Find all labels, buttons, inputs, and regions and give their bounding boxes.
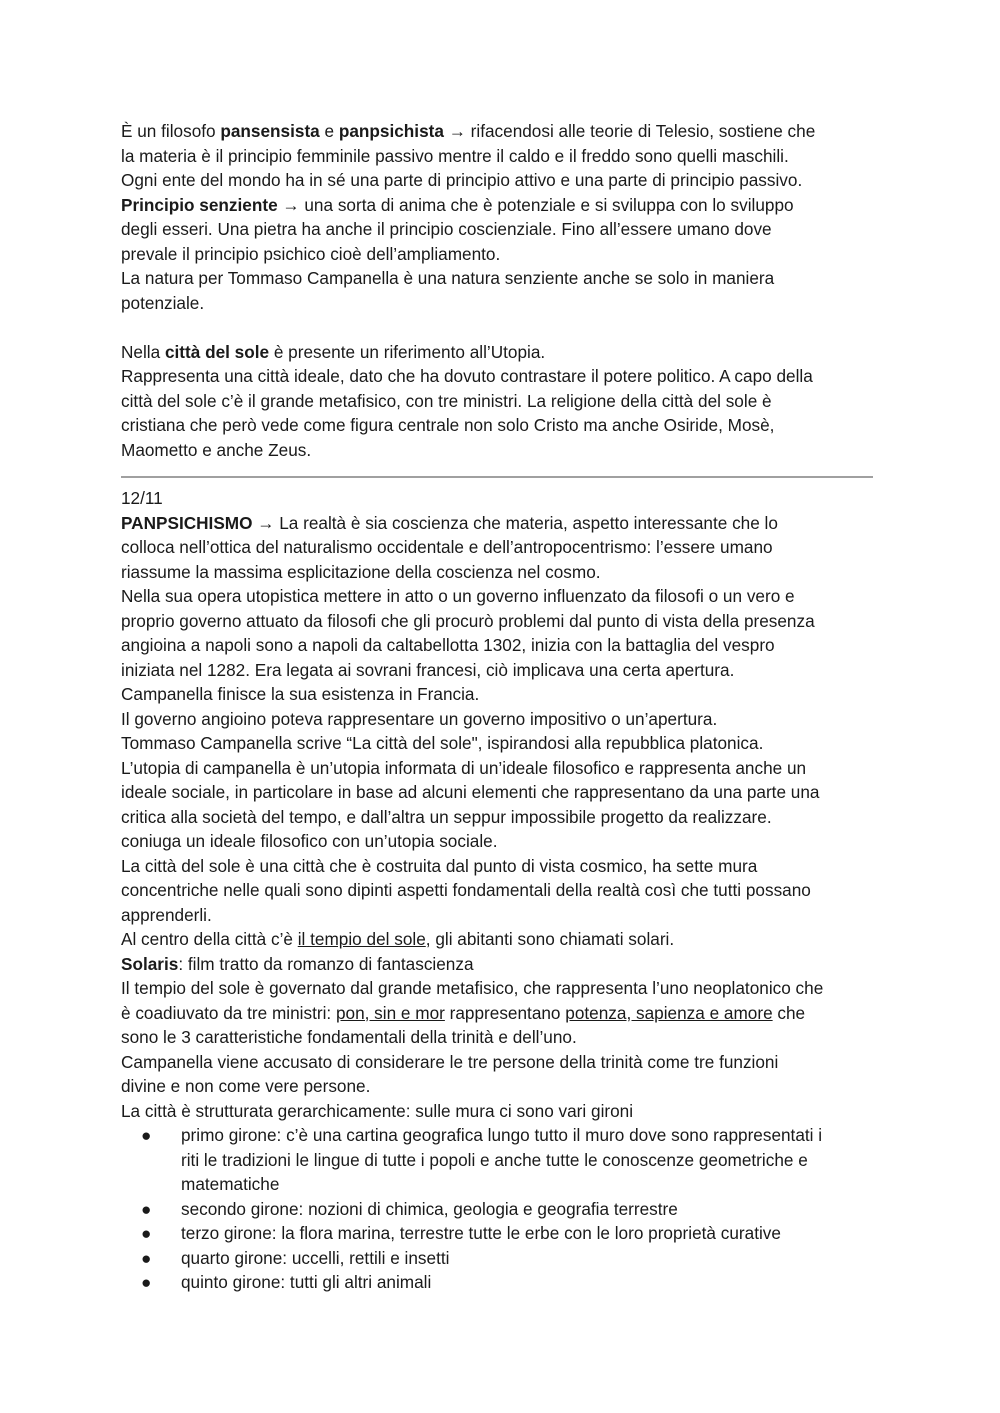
text-line	[121, 927, 881, 952]
text-span: e	[319, 121, 339, 141]
text-span: che	[772, 1002, 806, 1023]
section-1	[121, 119, 881, 462]
paragraph-pansensismo	[121, 119, 881, 315]
text-line	[121, 511, 881, 536]
text-span: → rifacendosi alle teorie di Telesio, sostiene che	[443, 121, 816, 141]
text-span: è coadiuvato da tre ministri:	[121, 1002, 336, 1023]
text-span: → La realtà è sia coscienza che materia, aspetto interessante che lo	[252, 512, 778, 533]
text-line: primo girone: c’è una cartina geografica lungo tutto il muro dove sono rappresentati i	[181, 1125, 823, 1145]
bullet-icon: ●	[141, 1223, 152, 1243]
text-line: sono le 3 caratteristiche fondamentali della trinità e dell’uno.	[121, 1027, 577, 1047]
bullet-icon: ●	[141, 1247, 152, 1268]
gironi-list	[121, 1123, 881, 1295]
text-line: Nella sua opera utopistica mettere in atto o un governo influenzato da filosofi o un vero e	[121, 586, 795, 606]
text-line: La natura per Tommaso Campanella è una natura senziente anche se solo in maniera	[121, 268, 775, 288]
text-line: proprio governo attuato da filosofi che gli procurò problemi dal punto di vista della presenza	[121, 610, 815, 631]
text-line: potenziale.	[121, 292, 205, 313]
text-line: La città del sole è una città che è costruita dal punto di vista cosmico, ha sette mura	[121, 855, 758, 876]
text-line: Il tempio del sole è governato dal grande metafisico, che rappresenta l’uno neoplatonico che	[121, 978, 824, 998]
list-item	[121, 1197, 881, 1222]
text-line: Maometto e anche Zeus.	[121, 439, 312, 460]
text-line: concentriche nelle quali sono dipinti aspetti fondamentali della realtà così che tutti possano	[121, 880, 811, 900]
text-line: terzo girone: la flora marina, terrestre tutte le erbe con le loro proprietà curative	[181, 1223, 781, 1243]
text-line: la materia è il principio femminile passivo mentre il caldo e il freddo sono quelli maschili.	[121, 145, 789, 166]
paragraph-citta-del-sole	[121, 340, 881, 463]
text-span: , gli abitanti sono chiamati solari.	[425, 929, 675, 949]
date-heading: 12/11	[121, 488, 163, 508]
text-line: iniziata nel 1282. Era legata ai sovrani francesi, ciò implicava una certa apertura.	[121, 659, 735, 680]
text-line: Campanella finisce la sua esistenza in Francia.	[121, 684, 480, 704]
text-line: Rappresenta una città ideale, dato che ha dovuto contrastare il potere politico. A capo della	[121, 366, 813, 386]
text-span: Al centro della città c’è	[121, 929, 298, 949]
underlined-term: pon, sin e mor	[335, 1002, 445, 1023]
text-line: Ogni ente del mondo ha in sé una parte di principio attivo e una parte di principio passivo.	[121, 170, 803, 190]
horizontal-divider	[121, 476, 873, 478]
bold-term: Solaris	[121, 953, 179, 974]
text-span: : film tratto da romanzo di fantascienza	[178, 953, 474, 974]
text-line: apprenderli.	[121, 904, 212, 925]
list-item	[121, 1221, 881, 1246]
text-line: quarto girone: uccelli, rettili e insetti	[181, 1247, 450, 1268]
bullet-icon: ●	[141, 1272, 152, 1292]
list-item	[121, 1246, 881, 1271]
bold-term: Principio senziente	[121, 194, 278, 215]
text-line	[121, 952, 881, 977]
text-line: Tommaso Campanella scrive “La città del sole", ispirandosi alla repubblica platonica.	[121, 733, 764, 753]
underlined-term: il tempio del sole	[297, 929, 426, 949]
bold-term: pansensista	[220, 121, 320, 141]
text-line: riti le tradizioni le lingue di tutte i popoli e anche tutte le conoscenze geometriche e	[181, 1149, 808, 1170]
text-line: cristiana che però vede come figura centrale non solo Cristo ma anche Osiride, Mosè,	[121, 415, 775, 435]
text-line: Il governo angioino poteva rappresentare un governo impositivo o un’apertura.	[121, 708, 718, 729]
text-line: colloca nell’ottica del naturalismo occidentale e dell’antropocentrismo: l’essere umano	[121, 537, 773, 557]
text-line	[121, 119, 881, 144]
text-line: La città è strutturata gerarchicamente: sulle mura ci sono vari gironi	[121, 1100, 634, 1121]
text-line: L’utopia di campanella è un’utopia informata di un’ideale filosofico e rappresenta anche un	[121, 757, 807, 778]
text-line: quinto girone: tutti gli altri animali	[181, 1272, 432, 1292]
text-line: secondo girone: nozioni di chimica, geologia e geografia terrestre	[181, 1198, 678, 1219]
text-line: matematiche	[181, 1174, 280, 1194]
text-line: coniuga un ideale filosofico con un’utopia sociale.	[121, 831, 498, 851]
bullet-icon: ●	[141, 1125, 152, 1145]
bold-term: panpsichista	[338, 121, 444, 141]
list-item	[121, 1123, 881, 1197]
text-line: angioina a napoli sono a napoli da caltabellotta 1302, inizia con la battaglia del vespro	[121, 635, 775, 655]
blank-line	[121, 315, 881, 340]
text-span: rappresentano	[444, 1002, 566, 1023]
text-span: È un filosofo	[121, 121, 221, 141]
text-line: critica alla società del tempo, e dall’altra un seppur impossibile progetto da realizzare.	[121, 806, 772, 827]
bold-term: PANPSICHISMO	[121, 512, 253, 533]
text-line: divine e non come vere persone.	[121, 1076, 371, 1096]
text-line	[121, 340, 881, 365]
text-line: riassume la massima esplicitazione della coscienza nel cosmo.	[121, 561, 601, 582]
text-span: → una sorta di anima che è potenziale e si sviluppa con lo sviluppo	[277, 194, 794, 215]
text-span: è presente un riferimento all’Utopia.	[269, 341, 546, 362]
text-line: degli esseri. Una pietra ha anche il principio coscienziale. Fino all’essere umano dove	[121, 219, 772, 239]
text-line: Campanella viene accusato di considerare le tre persone della trinità come tre funzioni	[121, 1051, 779, 1072]
underlined-term: potenza, sapienza e amore	[565, 1002, 773, 1023]
text-line: prevale il principio psichico cioè dell’ampliamento.	[121, 243, 501, 264]
list-item	[121, 1270, 881, 1295]
text-line	[121, 193, 881, 218]
bold-term: città del sole	[164, 341, 270, 362]
text-line	[121, 1001, 881, 1026]
section-2	[121, 486, 881, 1295]
text-line: ideale sociale, in particolare in base ad alcuni elementi che rappresentano da una parte una	[121, 782, 820, 802]
bullet-icon: ●	[141, 1198, 152, 1219]
text-line: città del sole c’è il grande metafisico, con tre ministri. La religione della città del sole è	[121, 390, 772, 411]
text-span: Nella	[121, 341, 165, 362]
